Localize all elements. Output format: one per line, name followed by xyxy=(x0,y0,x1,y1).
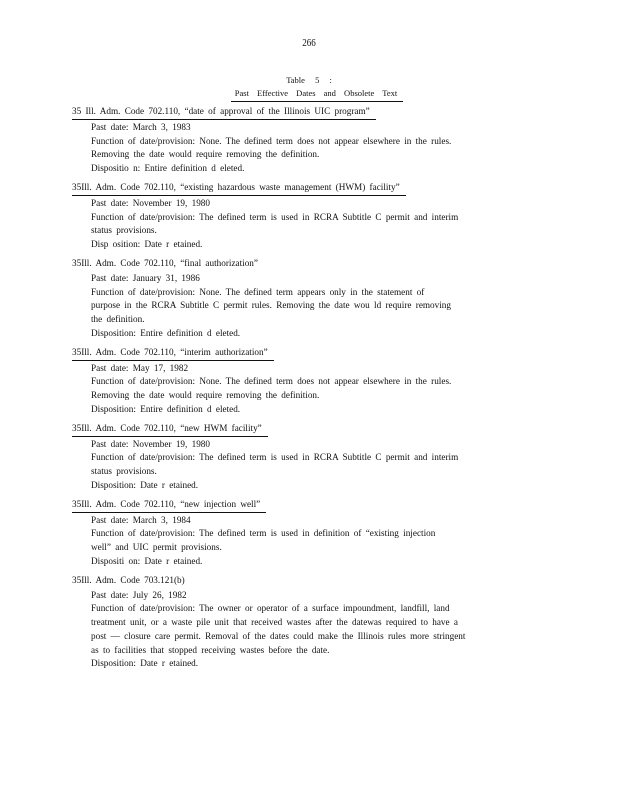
entry-line: Past date: March 3, 1984 xyxy=(91,514,191,525)
entry-citation: 35Ill. Adm. Code 702.110, “existing hazardous waste management (HWM) facility” xyxy=(72,181,406,196)
entry-line: Past date: November 19, 1980 xyxy=(91,438,210,449)
page-number: 266 xyxy=(302,37,316,49)
entry xyxy=(72,498,542,569)
entry-line: Disposition: Date r etained. xyxy=(91,479,199,490)
entry xyxy=(72,422,542,493)
entry-line: post — closure care permit. Removal of the dates could make the Illinois rules more stringent xyxy=(91,630,466,641)
entry-line: Function of date/provision: None. The defined term does not appear elsewhere in the rules. xyxy=(91,376,452,387)
entry-citation: 35 Ill. Adm. Code 702.110, “date of approval of the Illinois UIC program” xyxy=(72,105,376,120)
entry-line: status provisions. xyxy=(91,466,157,477)
entry-line: Disposition: Date r etained. xyxy=(91,658,199,669)
entry-line: treatment unit, or a waste pile unit that received wastes after the datewas required to have a xyxy=(91,617,458,628)
entry-line: as to facilities that stopped receiving wastes before the date. xyxy=(91,644,330,655)
entry-line: Function of date/provision: None. The defined term appears only in the statement of xyxy=(91,286,425,297)
entry xyxy=(72,574,542,672)
entry xyxy=(72,346,542,417)
entry-citation: 35Ill. Adm. Code 702.110, “interim authorization” xyxy=(72,346,274,361)
entry-line: Function of date/provision: The defined term is used in RCRA Subtitle C permit and interim xyxy=(91,452,459,463)
table-caption-title: Table 5 : xyxy=(286,75,332,85)
entry-line: Past date: July 26, 1982 xyxy=(91,589,187,600)
entry xyxy=(72,181,542,252)
entry-line: purpose in the RCRA Subtitle C permit rules. Removing the date wou ld require removing xyxy=(91,300,451,311)
entry-line: Dispositio n: Entire definition d eleted. xyxy=(91,163,245,174)
entry-citation: 35Ill. Adm. Code 702.110, “new HWM facility” xyxy=(72,422,268,437)
entry-line: Function of date/provision: The defined term is used in RCRA Subtitle C permit and interim xyxy=(91,211,459,222)
entry-line: Function of date/provision: None. The defined term does not appear elsewhere in the rules. xyxy=(91,135,452,146)
entry-citation: 35Ill. Adm. Code 702.110, “final authorization” xyxy=(72,257,258,268)
entry-line: Dispositi on: Date r etained. xyxy=(91,555,203,566)
table-caption xyxy=(0,74,618,102)
entry-line: status provisions. xyxy=(91,225,157,236)
entry-citation: 35Ill. Adm. Code 703.121(b) xyxy=(72,574,185,585)
entry-line: Past date: March 3, 1983 xyxy=(91,121,191,132)
entry-line: Past date: January 31, 1986 xyxy=(91,272,200,283)
entry-line: Disp osition: Date r etained. xyxy=(91,239,203,250)
entry-line: Function of date/provision: The defined term is used in definition of “existing injection xyxy=(91,528,436,539)
table-caption-subtitle: Past Effective Dates and Obsolete Text xyxy=(231,87,403,102)
entry-line: Past date: May 17, 1982 xyxy=(91,362,189,373)
entry-line: Disposition: Entire definition d eleted. xyxy=(91,403,241,414)
entry-line: Removing the date would require removing the definition. xyxy=(91,149,320,160)
entry-citation: 35Ill. Adm. Code 702.110, “new injection well” xyxy=(72,498,266,513)
entry xyxy=(72,257,542,341)
entry-line: Function of date/provision: The owner or operator of a surface impoundment, landfill, land xyxy=(91,603,450,614)
entry-line: well” and UIC permit provisions. xyxy=(91,542,222,553)
entry-line: the definition. xyxy=(91,314,145,325)
entries-list xyxy=(72,105,542,676)
entry xyxy=(72,105,542,176)
entry-line: Disposition: Entire definition d eleted. xyxy=(91,327,241,338)
entry-line: Removing the date would require removing the definition. xyxy=(91,390,320,401)
entry-line: Past date: November 19, 1980 xyxy=(91,197,210,208)
